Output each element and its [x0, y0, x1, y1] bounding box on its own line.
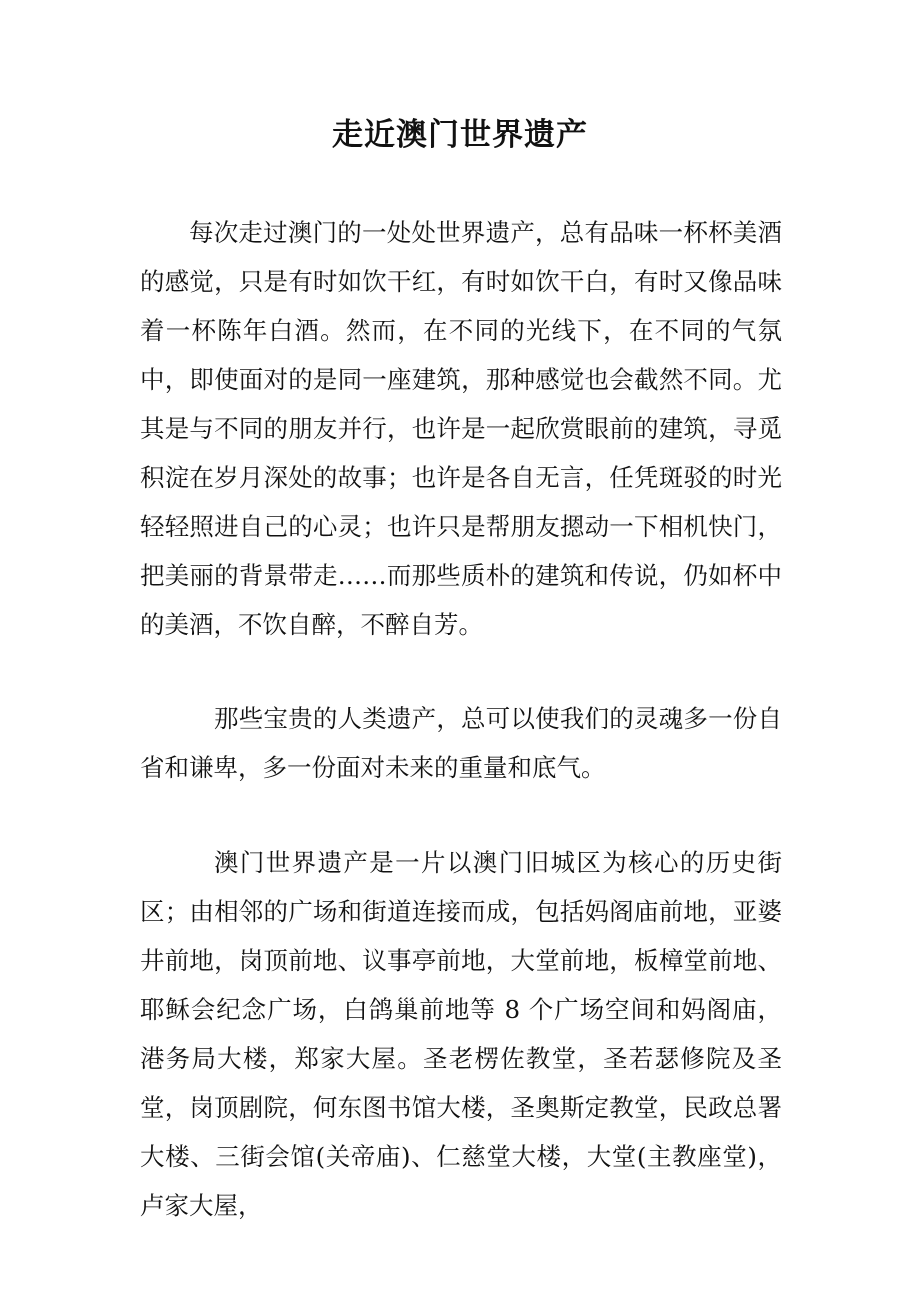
paragraph-3: 澳门世界遗产是一片以澳门旧城区为核心的历史街区；由相邻的广场和街道连接而成，包括妈阁庙前地，亚婆井前地，岗顶前地、议事亭前地，大堂前地，板樟堂前地、耶稣会纪念广场，白鸽巢前地等 8 个广场空间和妈阁庙，港务局大楼，郑家大屋。圣老楞佐教堂，圣若瑟修院及圣堂，岗顶剧院，何东图书馆大楼，圣奥斯定教堂，民政总署大楼、三街会馆(关帝庙)、仁慈堂大楼，大堂(主教座堂)，卢家大屋，: [140, 848, 782, 1220]
document-title: 走近澳门世界遗产: [332, 117, 588, 153]
paragraph-2: 那些宝贵的人类遗产，总可以使我们的灵魂多一份自省和谦卑，多一份面对未来的重量和底气。: [140, 704, 782, 782]
paragraph-1: 每次走过澳门的一处处世界遗产，总有品味一杯杯美酒的感觉，只是有时如饮干红，有时如饮干白，有时又像品味着一杯陈年白酒。然而，在不同的光线下，在不同的气氛中，即使面对的是同一座建筑，那种感觉也会截然不同。尤其是与不同的朋友并行，也许是一起欣赏眼前的建筑，寻觅积淀在岁月深处的故事；也许是各自无言，任凭斑驳的时光轻轻照进自己的心灵；也许只是帮朋友摁动一下相机快门，把美丽的背景带走……而那些质朴的建筑和传说，仍如杯中的美酒，不饮自醉，不醉自芳。: [140, 218, 782, 639]
